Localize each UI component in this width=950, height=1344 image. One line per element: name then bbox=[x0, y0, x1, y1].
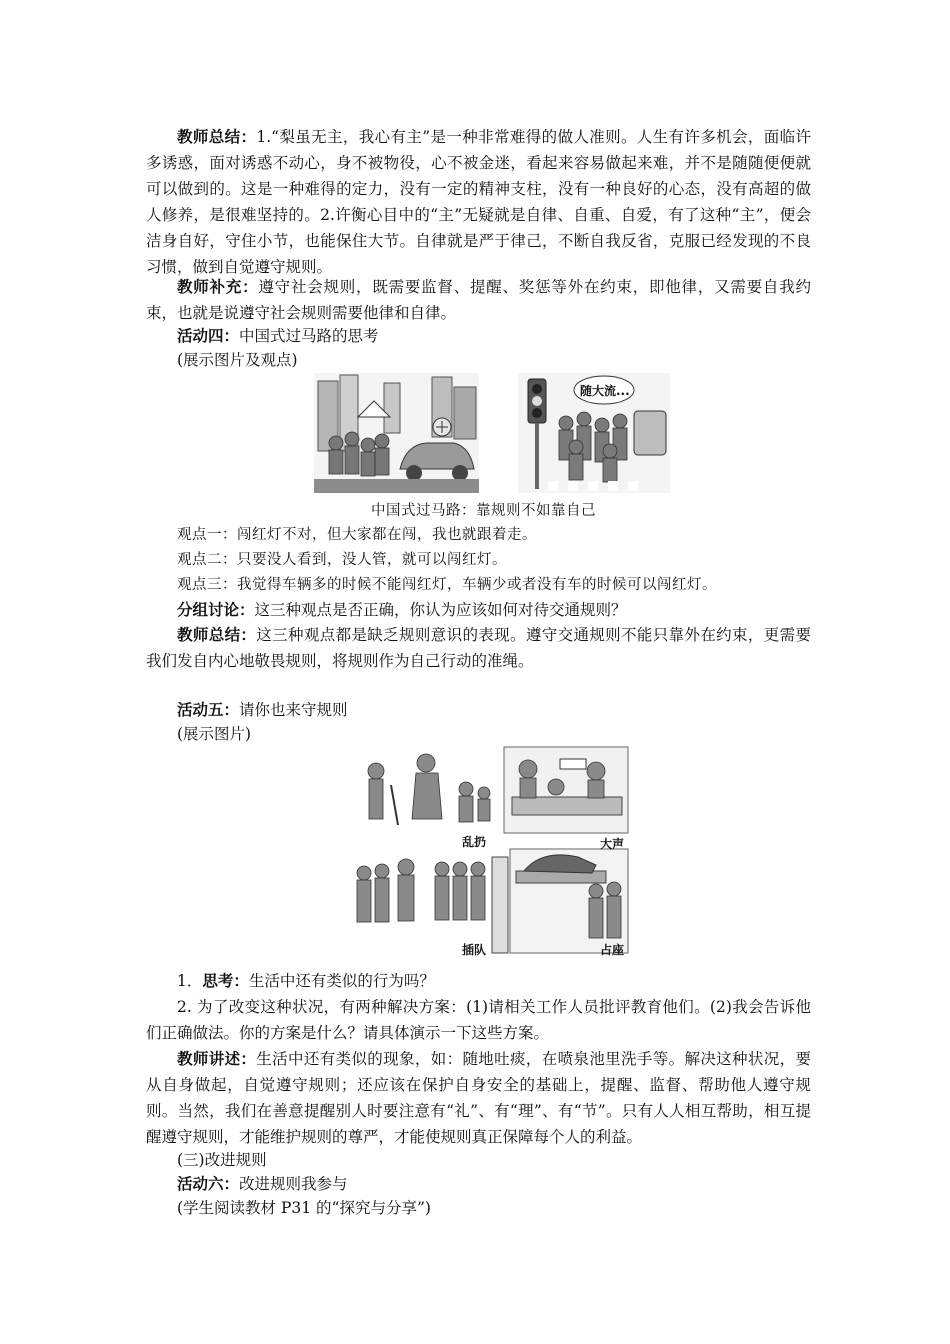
crossing-caption: 中国式过马路：靠规则不如靠自己 bbox=[371, 503, 596, 519]
group-discussion: 分组讨论：这三种观点是否正确，你认为应该如何对待交通规则？ bbox=[177, 601, 627, 619]
teacher-narration: 教师讲述：生活中还有类似的现象，如：随地吐痰，在喷泉池里洗手等。解决这种状况，要从自身做起，自觉遵守规则；还应该在保护自身安全的基础上，提醒、监督、帮助他人遵守规则。当然，我们在善意提醒别人时要注意有“礼”、有“理”、有“节”。只有人人相互帮助，相互提醒遵守规则，才能维护规则的尊严，才能使规则真正保障每个人的利益。 bbox=[146, 1050, 811, 1146]
crossing-illustration-right bbox=[518, 373, 670, 493]
show-pictures-note-2: (展示图片) bbox=[177, 725, 252, 743]
teacher-summary-1: 教师总结：1.“梨虽无主，我心有主”是一种非常难得的做人准则。人生有许多机会，面临许多诱惑，面对诱惑不动心，身不被物役，心不被金迷，看起来容易做起来难，并不是随随便便就可以做到的。这是一种难得的定力，没有一定的精神支柱，没有一种良好的心态，没有高超的做人修养，是很难坚持的。2.许衡心目中的“主”无疑就是自律、自重、自爱，有了这种“主”，便会洁身自好，守住小节，也能保住大节。自律就是严于律己，不断自我反省，克服已经发现的不良习惯，做到自觉遵守规则。 bbox=[146, 128, 811, 276]
activity-5-heading: 活动五：请你也来守规则 bbox=[177, 701, 348, 719]
activity-6-heading: 活动六：改进规则我参与 bbox=[177, 1175, 348, 1193]
question-2: 2. 为了改变这种状况，有两种解决方案：(1)请相关工作人员批评教育他们。(2)我会告诉他们正确做法。你的方案是什么？请具体演示一下这些方案。 bbox=[146, 998, 811, 1042]
view-3: 观点三：我觉得车辆多的时候不能闯红灯，车辆少或者没有车的时候可以闯红灯。 bbox=[177, 577, 717, 593]
speech-bubble-text: 随大流... bbox=[580, 384, 630, 398]
behavior-illustrations bbox=[346, 745, 631, 957]
teacher-supplement: 教师补充：遵守社会规则，既需要监督、提醒、奖惩等外在约束，即他律，又需要自我约束，也就是说遵守社会规则需要他律和自律。 bbox=[146, 278, 811, 322]
show-pictures-note: (展示图片及观点) bbox=[177, 351, 298, 369]
view-1: 观点一：闯红灯不对，但大家都在闯，我也就跟着走。 bbox=[177, 527, 537, 543]
activity-4-heading: 活动四：中国式过马路的思考 bbox=[177, 327, 379, 345]
section-3-heading: (三)改进规则 bbox=[177, 1151, 267, 1169]
teacher-summary-2: 教师总结：这三种观点都是缺乏规则意识的表现。遵守交通规则不能只靠外在约束，更需要我们发自内心地敬畏规则，将规则作为自己行动的准绳。 bbox=[146, 626, 811, 670]
reading-note: (学生阅读教材 P31 的“探究与分享”) bbox=[177, 1199, 431, 1217]
view-2: 观点二：只要没人看到，没人管，就可以闯红灯。 bbox=[177, 552, 507, 568]
caption-loud: 大声 bbox=[600, 837, 625, 851]
crossing-illustration-left bbox=[314, 373, 479, 493]
caption-cutting-line: 插队 bbox=[462, 943, 487, 957]
caption-littering: 乱扔 bbox=[462, 835, 487, 849]
question-1: 1．思考：生活中还有类似的行为吗？ bbox=[177, 972, 435, 990]
caption-seat-occupying: 占座 bbox=[600, 943, 625, 957]
